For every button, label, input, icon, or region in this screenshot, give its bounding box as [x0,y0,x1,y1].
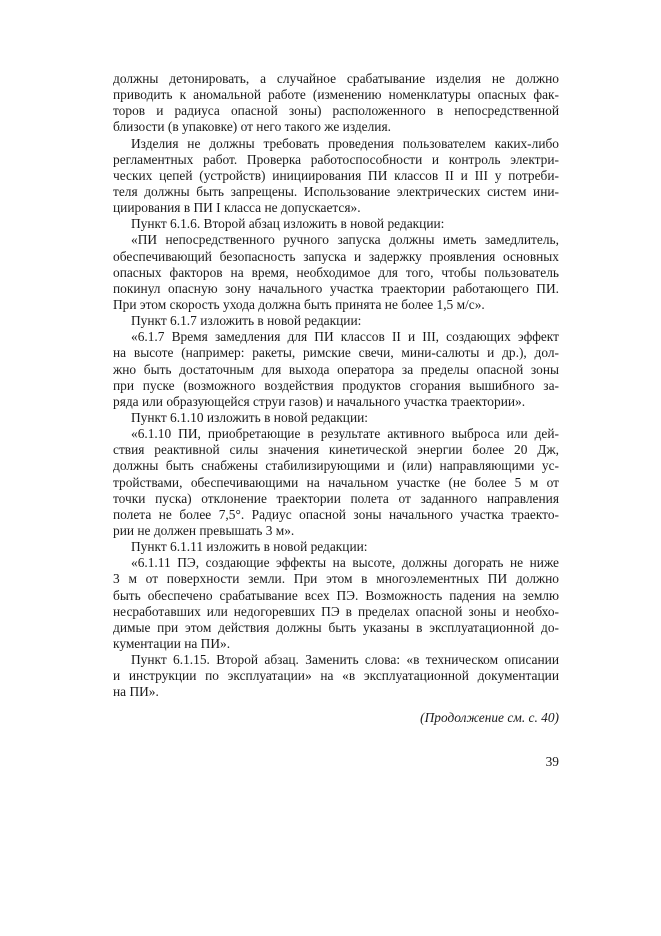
text-line: близости (в упаковке) от него такого же изделия. [113,119,391,135]
text-line: обеспечивающий безопасность запуска и задержку проявления основных [113,248,559,264]
text-line: 3 м от поверхности земли. При этом в многоэлементных ПИ должно [113,571,559,587]
text-line: При этом скорость ухода должна быть принята не более 1,5 м/с». [113,296,485,312]
text-line: ряда или образующейся струи газов) и начального участка траектории». [113,393,526,409]
text-line: быть обеспечено срабатывание всех ПЭ. Возможность падения на землю [113,587,559,603]
paragraph [113,329,559,410]
text-line: опасных факторов на время, необходимое для того, чтобы пользователь [113,264,559,280]
text-line: Пункт 6.1.10 изложить в новой редакции: [131,409,369,425]
text-line: регламентных работ. Проверка работоспособности и контроль электри- [113,151,559,167]
text-line: должны быть снабжены стабилизирующими и (или) направляющими ус- [113,458,559,474]
body-text [113,71,559,700]
paragraph [113,313,559,329]
text-line: полета не более 7,5°. Радиус опасной зоны начального участка траекто- [113,506,559,522]
text-line: торов и радиуса опасной зоны) расположенного в непосредственной [113,103,559,119]
text-line: Пункт 6.1.7 изложить в новой редакции: [131,313,362,329]
text-line: несработавших или недогоревших ПЭ в пределах опасной зоны и необхо- [113,603,559,619]
paragraph [113,71,559,136]
text-line: циирования в ПИ I класса не допускается». [113,200,361,216]
paragraph [113,136,559,217]
paragraph [113,410,559,426]
paragraph [113,539,559,555]
text-line: теля должны быть запрещены. Использование электрических систем ини- [113,183,559,199]
text-line: тройствами, обеспечивающими на начальном участке (не более 5 м от [113,474,559,490]
text-line: приводить к аномальной работе (изменению номенклатуры опасных фак- [113,87,559,103]
text-line: кументации на ПИ». [113,635,231,651]
text-line: на высоте (например: ракеты, римские свечи, мини-салюты и др.), дол- [113,345,559,361]
paragraph [113,652,559,700]
text-line: ческих цепей (устройств) инициирования ПИ классов II и III у потреби- [113,167,559,183]
text-line: на ПИ». [113,684,159,700]
text-line: «6.1.11 ПЭ, создающие эффекты на высоте, должны догорать не ниже [131,555,559,571]
paragraph [113,216,559,232]
text-line: Пункт 6.1.6. Второй абзац изложить в новой редакции: [131,216,445,232]
document-page [113,71,559,770]
text-line: Пункт 6.1.11 изложить в новой редакции: [131,539,368,555]
text-line: и инструкции по эксплуатации» на «в эксплуатационной документации [113,668,559,684]
text-line: димые при этом действия должны быть указаны в эксплуатационной до- [113,619,559,635]
text-line: «6.1.10 ПИ, приобретающие в результате активного выброса или дей- [131,426,559,442]
text-line: точки пуска) отклонение траектории полета от заданного направления [113,490,559,506]
paragraph [113,555,559,652]
paragraph [113,232,559,313]
paragraph [113,426,559,539]
text-line: «ПИ непосредственного ручного запуска должны иметь замедлитель, [131,232,559,248]
text-line: рии не должен превышать 3 м». [113,522,295,538]
page-number: 39 [545,754,559,770]
text-line: покинул опасную зону начального участка траектории работающего ПИ. [113,280,559,296]
continuation-note: (Продолжение см. с. 40) [420,710,559,726]
text-line: при пуске (возможного воздействия продуктов сгорания вышибного за- [113,377,559,393]
text-line: должны детонировать, а случайное срабатывание изделия не должно [113,71,559,86]
text-line: «6.1.7 Время замедления для ПИ классов II и III, создающих эффект [131,329,559,345]
text-line: Изделия не должны требовать проведения пользователем каких-либо [131,135,559,151]
text-line: жно быть достаточным для выхода оператора за пределы опасной зоны [113,361,559,377]
text-line: Пункт 6.1.15. Второй абзац. Заменить слова: «в техническом описании [131,652,559,668]
text-line: ствия реактивной силы значения кинетической энергии более 20 Дж, [113,442,559,458]
